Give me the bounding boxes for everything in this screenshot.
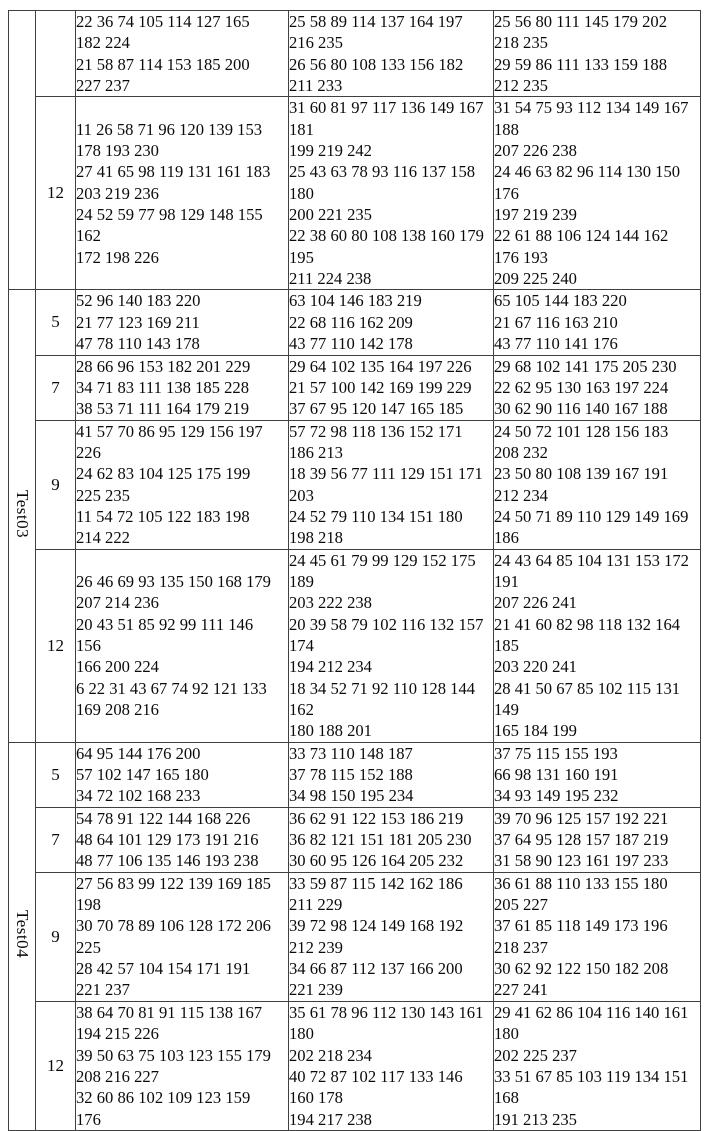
- sequence-cell: [494, 420, 701, 549]
- sequence-line: 25 56 80 111 145 179 202: [494, 12, 668, 31]
- sequence-line: 198 218: [289, 528, 343, 548]
- row-count-label: 12: [36, 1001, 76, 1130]
- test-group-label-cell: [9, 11, 36, 290]
- sequence-line: 43 77 110 142 178: [289, 334, 413, 354]
- sequence-line: 6 22 31 43 67 74 92 121 133: [76, 678, 267, 698]
- sequence-cell: [289, 872, 494, 1001]
- sequence-line: 38 53 71 111 164 179 219: [76, 399, 250, 419]
- sequence-line: 185: [494, 635, 519, 655]
- sequence-line: 188: [494, 119, 519, 139]
- table-row: [9, 742, 701, 807]
- sequence-line: 24 52 79 110 134 151 180: [289, 506, 463, 526]
- sequence-line: 22 38 60 80 108 138 160 179: [289, 226, 484, 246]
- sequence-line: 52 96 140 183 220: [76, 291, 201, 311]
- table-row: [9, 355, 701, 420]
- sequence-line: 180: [494, 1024, 519, 1044]
- sequence-line: 176: [76, 1109, 101, 1129]
- sequence-line: 20 43 51 85 92 99 111 146: [76, 614, 254, 634]
- sequence-line: 30 70 78 89 106 128 172 206: [76, 916, 271, 936]
- sequence-line: 225: [76, 937, 101, 957]
- sequence-line: 180: [289, 1024, 314, 1044]
- sequence-line: 36 82 121 151 181 205 230: [289, 830, 472, 850]
- sequence-line: 34 72 102 168 233: [76, 786, 201, 806]
- sequence-cell: [494, 549, 701, 742]
- sequence-line: 33 51 67 85 103 119 134 151: [494, 1066, 689, 1086]
- sequence-cell: [76, 11, 289, 97]
- sequence-line: 27 41 65 98 119 131 161 183: [76, 162, 271, 182]
- sequence-line: 197 219 239: [494, 205, 577, 225]
- sequence-line: 162: [76, 226, 101, 246]
- sequence-line: 199 219 242: [289, 141, 372, 161]
- sequence-line: 203 220 241: [494, 657, 577, 677]
- sequence-line: 216 235: [289, 33, 343, 53]
- sequence-line: 21 67 116 163 210: [494, 312, 618, 332]
- row-count-label: 5: [36, 290, 76, 355]
- sequence-line: 189: [289, 571, 314, 591]
- sequence-cell: [76, 549, 289, 742]
- sequence-cell: [76, 742, 289, 807]
- sequence-line: 24 45 61 79 99 129 152 175: [289, 550, 476, 570]
- sequence-line: 57 72 98 118 136 152 171: [289, 421, 463, 441]
- sequence-cell: [494, 290, 701, 355]
- sequence-line: 212 235: [494, 76, 548, 96]
- sequence-line: 194 212 234: [289, 657, 372, 677]
- sequence-line: 178 193 230: [76, 141, 159, 161]
- row-count-label: 7: [36, 807, 76, 872]
- sequence-line: 38 64 70 81 91 115 138 167: [76, 1002, 263, 1022]
- sequence-cell: [76, 290, 289, 355]
- test-group-label: Test04: [13, 909, 32, 958]
- row-count-label: 9: [36, 872, 76, 1001]
- sequence-line: 221 239: [289, 980, 343, 1000]
- sequence-line: 186: [494, 528, 519, 548]
- sequence-line: 41 57 70 86 95 129 156 197: [76, 421, 263, 441]
- test-group-label-cell: [9, 742, 36, 1130]
- sequence-line: 25 58 89 114 137 164 197: [289, 12, 463, 31]
- table-row: [9, 807, 701, 872]
- sequence-line: 11 54 72 105 122 183 198: [76, 506, 250, 526]
- sequence-line: 31 54 75 93 112 134 149 167: [494, 98, 689, 118]
- sequence-line: 24 50 72 101 128 156 183: [494, 421, 669, 441]
- sequence-line: 221 237: [76, 980, 130, 1000]
- row-count-label: 12: [36, 549, 76, 742]
- table-row: [9, 97, 701, 290]
- row-count-label: 7: [36, 355, 76, 420]
- sequence-line: 149: [494, 700, 519, 719]
- document-page: [8, 10, 700, 1131]
- sequence-cell: [289, 807, 494, 872]
- results-table: [8, 10, 701, 1131]
- sequence-line: 21 77 123 169 211: [76, 312, 200, 332]
- sequence-cell: [76, 97, 289, 290]
- sequence-line: 227 241: [494, 980, 548, 1000]
- row-count-label: 12: [36, 97, 76, 290]
- sequence-line: 165 184 199: [494, 721, 577, 741]
- sequence-line: 24 46 63 82 96 114 130 150: [494, 162, 681, 182]
- sequence-line: 212 234: [494, 485, 548, 505]
- sequence-line: 24 50 71 89 110 129 149 169: [494, 506, 689, 526]
- table-row: [9, 290, 701, 355]
- sequence-line: 191 213 235: [494, 1109, 577, 1129]
- sequence-line: 218 237: [494, 937, 548, 957]
- sequence-line: 207 214 236: [76, 593, 159, 613]
- sequence-line: 37 67 95 120 147 165 185: [289, 399, 464, 419]
- test-group-label-cell: [9, 290, 36, 742]
- sequence-line: 211 233: [289, 76, 343, 96]
- sequence-line: 40 72 87 102 117 133 146: [289, 1066, 463, 1086]
- sequence-line: 21 57 100 142 169 199 229: [289, 377, 472, 397]
- sequence-line: 194 215 226: [76, 1024, 159, 1044]
- sequence-line: 30 60 95 126 164 205 232: [289, 851, 464, 871]
- sequence-line: 47 78 110 143 178: [76, 334, 200, 354]
- sequence-cell: [289, 97, 494, 290]
- sequence-line: 37 75 115 155 193: [494, 743, 618, 763]
- sequence-line: 211 229: [289, 895, 343, 915]
- sequence-line: 29 68 102 141 175 205 230: [494, 356, 677, 376]
- sequence-line: 207 226 238: [494, 141, 577, 161]
- sequence-line: 34 98 150 195 234: [289, 786, 414, 806]
- sequence-line: 30 62 92 122 150 182 208: [494, 959, 669, 979]
- sequence-line: 65 105 144 183 220: [494, 291, 627, 311]
- sequence-line: 23 50 80 108 139 167 191: [494, 464, 669, 484]
- sequence-line: 28 41 50 67 85 102 115 131: [494, 678, 681, 698]
- sequence-cell: [289, 11, 494, 97]
- sequence-line: 156: [76, 635, 101, 655]
- sequence-line: 30 62 90 116 140 167 188: [494, 399, 668, 419]
- sequence-line: 166 200 224: [76, 657, 159, 677]
- sequence-line: 37 61 85 118 149 173 196: [494, 916, 668, 936]
- sequence-line: 35 61 78 96 112 130 143 161: [289, 1002, 484, 1022]
- sequence-cell: [494, 872, 701, 1001]
- sequence-line: 20 39 58 79 102 116 132 157: [289, 614, 484, 634]
- sequence-line: 203 219 236: [76, 183, 159, 203]
- sequence-line: 181: [289, 119, 314, 139]
- sequence-line: 200 221 235: [289, 205, 372, 225]
- sequence-line: 37 64 95 128 157 187 219: [494, 830, 669, 850]
- sequence-cell: [494, 355, 701, 420]
- sequence-line: 227 237: [76, 76, 130, 96]
- sequence-cell: [289, 420, 494, 549]
- sequence-cell: [494, 11, 701, 97]
- sequence-line: 180 188 201: [289, 721, 372, 741]
- results-table-body: [9, 11, 701, 1131]
- sequence-line: 64 95 144 176 200: [76, 743, 201, 763]
- sequence-line: 174: [289, 635, 314, 655]
- sequence-line: 31 58 90 123 161 197 233: [494, 851, 669, 871]
- sequence-line: 168: [494, 1088, 519, 1108]
- sequence-line: 24 62 83 104 125 175 199: [76, 464, 251, 484]
- sequence-line: 226: [76, 442, 101, 462]
- sequence-line: 160 178: [289, 1088, 343, 1108]
- sequence-line: 180: [289, 183, 314, 203]
- sequence-line: 24 43 64 85 104 131 153 172: [494, 550, 689, 570]
- sequence-line: 202 218 234: [289, 1045, 372, 1065]
- sequence-line: 36 62 91 122 153 186 219: [289, 808, 464, 828]
- sequence-line: 66 98 131 160 191: [494, 765, 619, 785]
- sequence-cell: [289, 742, 494, 807]
- table-row: [9, 872, 701, 1001]
- sequence-line: 22 61 88 106 124 144 162: [494, 226, 669, 246]
- sequence-line: 172 198 226: [76, 247, 159, 267]
- sequence-line: 18 39 56 77 111 129 151 171: [289, 464, 483, 484]
- sequence-line: 43 77 110 141 176: [494, 334, 618, 354]
- sequence-line: 33 59 87 115 142 162 186: [289, 873, 463, 893]
- sequence-line: 186 213: [289, 442, 343, 462]
- sequence-cell: [76, 420, 289, 549]
- sequence-line: 176: [494, 183, 519, 203]
- sequence-line: 205 227: [494, 895, 548, 915]
- table-row: [9, 420, 701, 549]
- sequence-line: 18 34 52 71 92 110 128 144: [289, 678, 476, 698]
- sequence-line: 34 71 83 111 138 185 228: [76, 377, 250, 397]
- sequence-line: 28 66 96 153 182 201 229: [76, 356, 251, 376]
- sequence-cell: [76, 872, 289, 1001]
- sequence-line: 176 193: [494, 247, 548, 267]
- sequence-line: 212 239: [289, 937, 343, 957]
- sequence-line: 208 216 227: [76, 1066, 159, 1086]
- sequence-cell: [76, 807, 289, 872]
- sequence-line: 29 41 62 86 104 116 140 161: [494, 1002, 689, 1022]
- sequence-cell: [289, 355, 494, 420]
- sequence-line: 209 225 240: [494, 269, 577, 289]
- sequence-line: 202 225 237: [494, 1045, 577, 1065]
- sequence-line: 203 222 238: [289, 593, 372, 613]
- sequence-line: 34 93 149 195 232: [494, 786, 619, 806]
- sequence-line: 211 224 238: [289, 269, 372, 289]
- sequence-line: 218 235: [494, 33, 548, 53]
- sequence-line: 21 41 60 82 98 118 132 164: [494, 614, 681, 634]
- sequence-line: 54 78 91 122 144 168 226: [76, 808, 251, 828]
- row-count-label: 5: [36, 742, 76, 807]
- sequence-line: 214 222: [76, 528, 130, 548]
- sequence-line: 194 217 238: [289, 1109, 372, 1129]
- row-count-label: [36, 11, 76, 97]
- sequence-line: 26 46 69 93 135 150 168 179: [76, 571, 271, 591]
- sequence-line: 203: [289, 485, 314, 505]
- sequence-line: 11 26 58 71 96 120 139 153: [76, 119, 263, 139]
- table-row: [9, 11, 701, 97]
- sequence-line: 21 58 87 114 153 185 200: [76, 54, 250, 74]
- sequence-line: 31 60 81 97 117 136 149 167: [289, 98, 484, 118]
- sequence-line: 29 64 102 135 164 197 226: [289, 356, 472, 376]
- sequence-cell: [494, 1001, 701, 1130]
- sequence-line: 39 50 63 75 103 123 155 179: [76, 1045, 271, 1065]
- sequence-cell: [76, 1001, 289, 1130]
- sequence-cell: [494, 807, 701, 872]
- sequence-line: 207 226 241: [494, 593, 577, 613]
- sequence-line: 22 62 95 130 163 197 224: [494, 377, 669, 397]
- sequence-line: 195: [289, 247, 314, 267]
- sequence-line: 225 235: [76, 485, 130, 505]
- sequence-line: 28 42 57 104 154 171 191: [76, 959, 251, 979]
- sequence-line: 25 43 63 78 93 116 137 158: [289, 162, 476, 182]
- sequence-line: 169 208 216: [76, 700, 159, 719]
- sequence-line: 57 102 147 165 180: [76, 765, 209, 785]
- sequence-line: 24 52 59 77 98 129 148 155: [76, 205, 263, 225]
- sequence-line: 182 224: [76, 33, 130, 53]
- sequence-line: 34 66 87 112 137 166 200: [289, 959, 463, 979]
- sequence-line: 208 232: [494, 442, 548, 462]
- sequence-line: 29 59 86 111 133 159 188: [494, 54, 668, 74]
- table-row: [9, 549, 701, 742]
- sequence-line: 37 78 115 152 188: [289, 765, 413, 785]
- sequence-line: 39 70 96 125 157 192 221: [494, 808, 669, 828]
- table-row: [9, 1001, 701, 1130]
- sequence-line: 32 60 86 102 109 123 159: [76, 1088, 251, 1108]
- sequence-cell: [289, 290, 494, 355]
- sequence-cell: [494, 97, 701, 290]
- sequence-line: 22 36 74 105 114 127 165: [76, 12, 250, 31]
- sequence-line: 162: [289, 700, 314, 719]
- sequence-cell: [289, 549, 494, 742]
- sequence-line: 22 68 116 162 209: [289, 312, 413, 332]
- row-count-label: 9: [36, 420, 76, 549]
- test-group-label: Test03: [13, 489, 32, 538]
- sequence-cell: [494, 742, 701, 807]
- sequence-line: 198: [76, 895, 101, 915]
- sequence-line: 27 56 83 99 122 139 169 185: [76, 873, 271, 893]
- sequence-cell: [289, 1001, 494, 1130]
- sequence-line: 39 72 98 124 149 168 192: [289, 916, 464, 936]
- sequence-line: 48 77 106 135 146 193 238: [76, 851, 259, 871]
- sequence-line: 33 73 110 148 187: [289, 743, 413, 763]
- sequence-line: 36 61 88 110 133 155 180: [494, 873, 668, 893]
- sequence-line: 63 104 146 183 219: [289, 291, 422, 311]
- sequence-line: 48 64 101 129 173 191 216: [76, 830, 259, 850]
- sequence-line: 26 56 80 108 133 156 182: [289, 54, 464, 74]
- sequence-line: 191: [494, 571, 519, 591]
- sequence-cell: [76, 355, 289, 420]
